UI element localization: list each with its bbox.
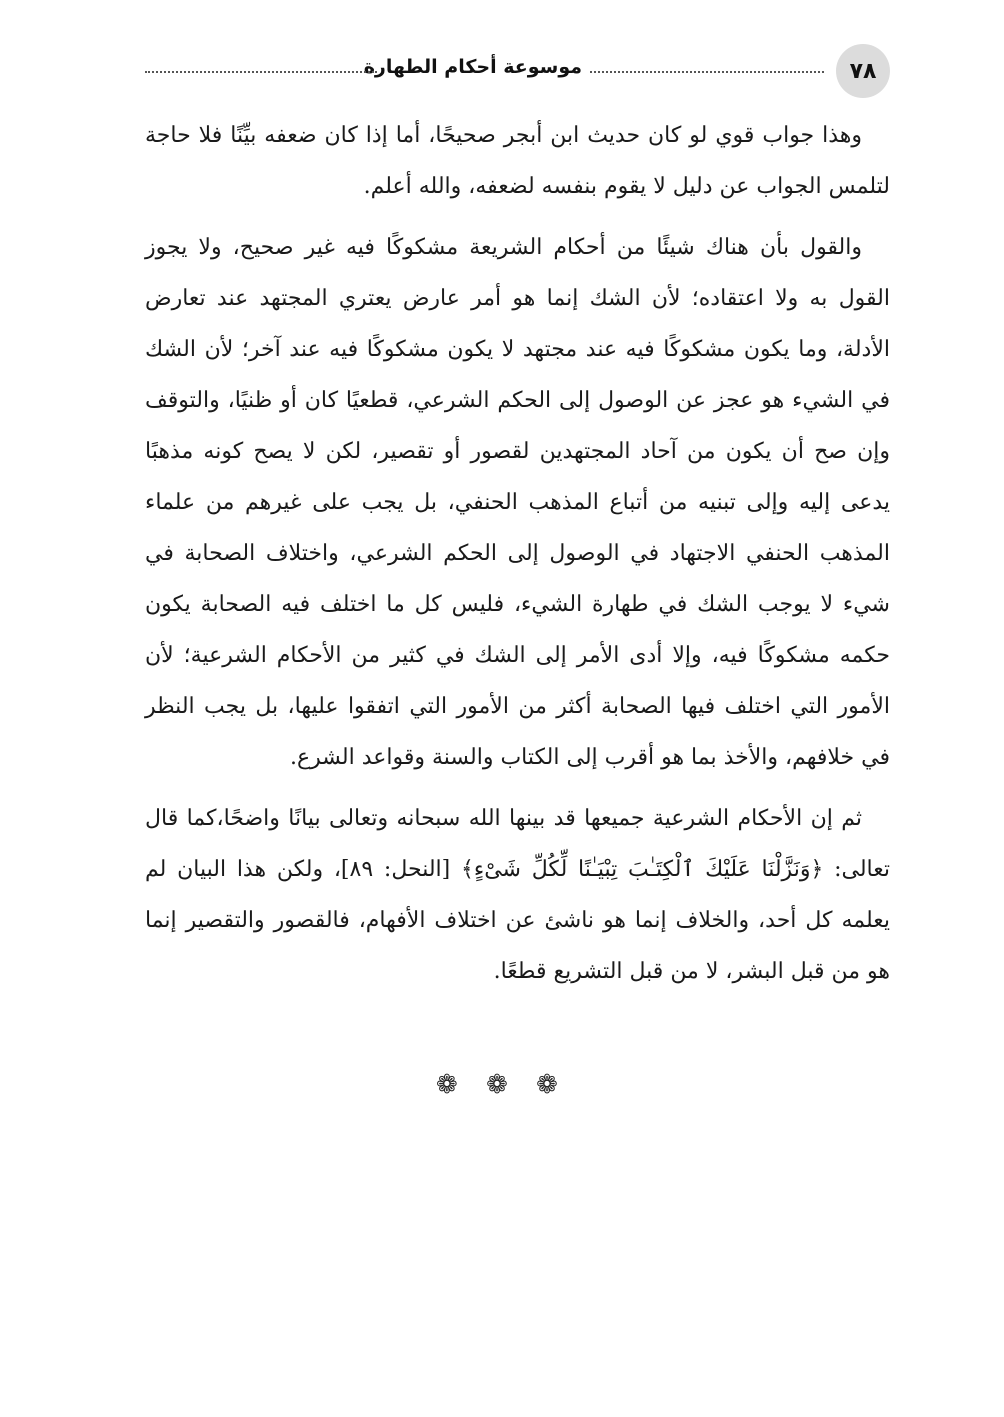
running-title: موسوعة أحكام الطهارة: [363, 56, 582, 78]
section-end-ornament: ❁ ❁ ❁: [436, 1070, 568, 1100]
paragraph-1: وهذا جواب قوي لو كان حديث ابن أبجر صحيحًا، أما إذا كان ضعفه بيِّنًا فلا حاجة لتلمس الجواب عن دليل لا يقوم بنفسه لضعفه، والله أعلم.: [145, 123, 890, 199]
paragraph-3: ثم إن الأحكام الشرعية جميعها قد بينها الله سبحانه وتعالى بيانًا واضحًا،كما قال تعالى: ﴿وَنَزَّلْنَا عَلَيْكَ ٱلْكِتَـٰبَ تِبْيَـٰنًا لِّكُلِّ شَىْءٍ﴾ [النحل: ٨٩]، ولكن هذا البيان لم يعلمه كل أحد، والخلاف إنما هو ناشئ عن اختلاف الأفهام، فالقصور والتقصير إنما هو من قبل البشر، لا من قبل التشريع قطعًا.: [145, 806, 890, 984]
paragraph-2: والقول بأن هناك شيئًا من أحكام الشريعة مشكوكًا فيه غير صحيح، ولا يجوز القول به ولا اعتقاده؛ لأن الشك إنما هو أمر عارض يعتري المجتهد عند تعارض الأدلة، وما يكون مشكوكًا فيه عند مجتهد لا يكون مشكوكًا فيه عند آخر؛ لأن الشك في الشيء هو عجز عن الوصول إلى الحكم الشرعي، قطعيًا كان أو ظنيًا، والتوقف وإن صح أن يكون من آحاد المجتهدين لقصور أو تقصير، لكن لا يصح كونه مذهبًا يدعى إليه وإلى تبنيه من أتباع المذهب الحنفي، بل يجب على غيرهم من علماء المذهب الحنفي الاجتهاد في الوصول إلى الحكم الشرعي، واختلاف الصحابة في شيء لا يوجب الشك في طهارة الشيء، فليس كل ما اختلف فيه الصحابة يكون حكمه مشكوكًا فيه، وإلا أدى الأمر إلى الشك في كثير من الأحكام الشرعية؛ لأن الأمور التي اختلف فيها الصحابة أكثر من الأمور التي اتفقوا عليها، بل يجب النظر في خلافهم، والأخذ بما هو أقرب إلى الكتاب والسنة وقواعد الشرع.: [145, 235, 890, 770]
body-text: [145, 110, 890, 1007]
page-header: [145, 44, 890, 98]
header-dotted-rule-left: [145, 71, 377, 73]
header-dotted-rule-right: [590, 71, 824, 73]
page-number-badge: ٧٨: [836, 44, 890, 98]
